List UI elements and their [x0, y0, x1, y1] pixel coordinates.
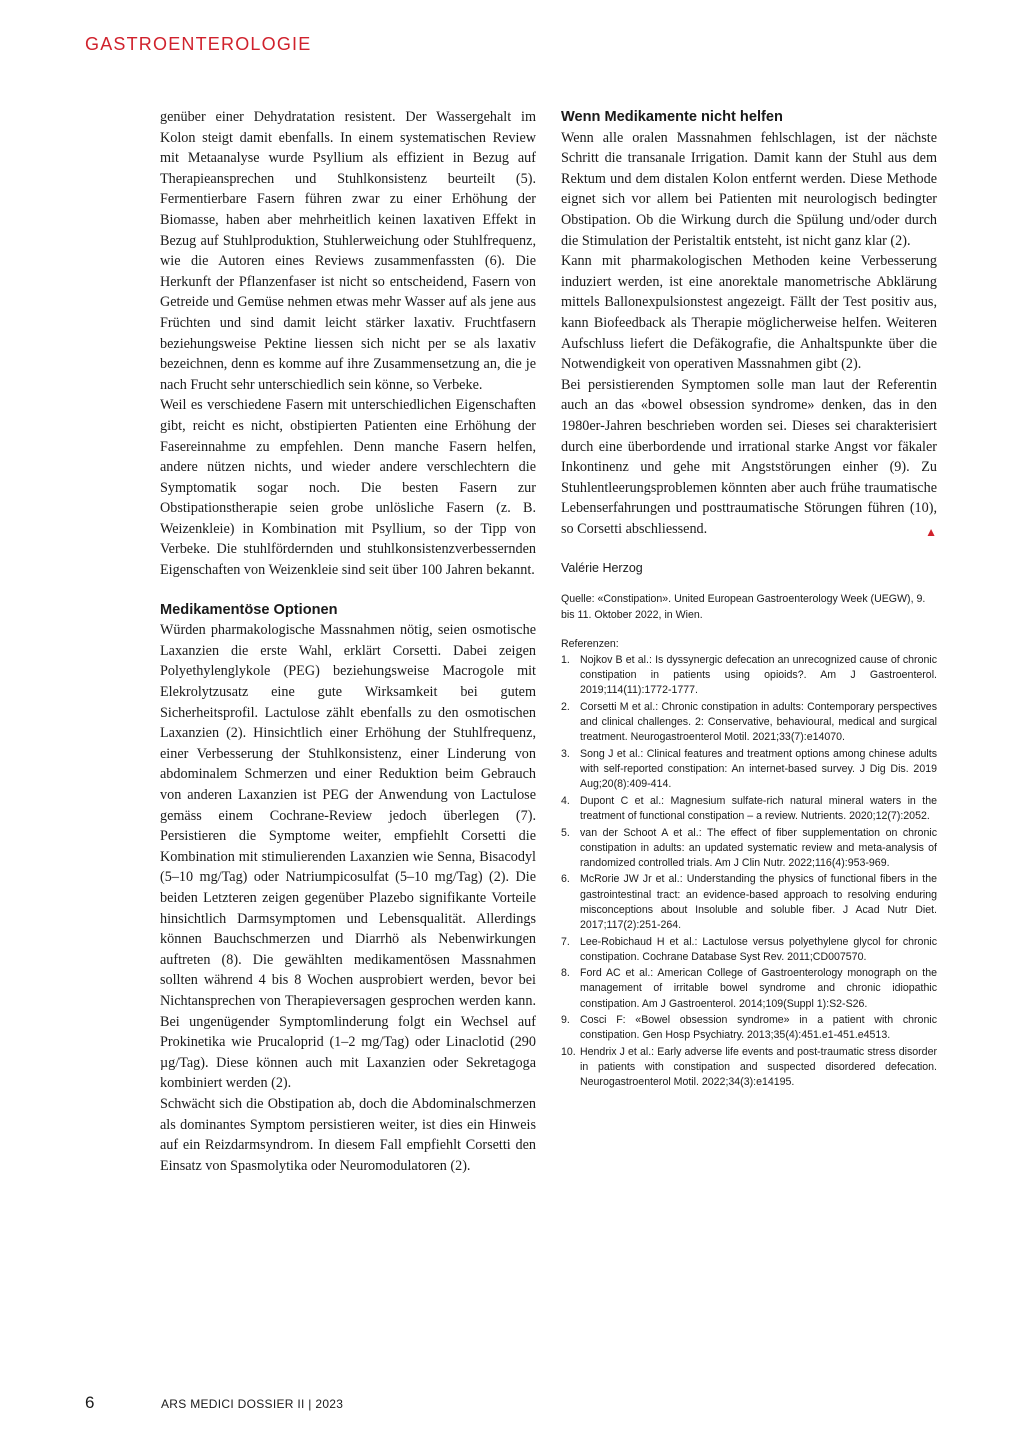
reference-number: 2.: [561, 700, 570, 713]
body-paragraph-final: [561, 375, 937, 540]
page-number: 6: [85, 1393, 95, 1412]
reference-item: [561, 700, 937, 746]
reference-text: Corsetti M et al.: Chronic constipation in adults: Contemporary perspectives and clinical challenges. 2: Conservative, behavioural, medical and surgical treatment. Neurogastroenterol Motil. 2021;33(7):e14070.: [580, 700, 937, 744]
body-paragraph: Würden pharmakologische Massnahmen nötig, seien osmotische Laxanzien die erste Wahl, erklärt Corsetti. Dabei zeigen Polyethylenglykole (PEG) beziehungsweise Macrogole mit Elekrolytzusatz eine gute Wirksamkeit bei gutem Sicherheitsprofil. Lactulose zählt ebenfalls zu den osmotischen Laxanzien (2). Hinsichtlich einer Erhöhung der Stuhlfrequenz, einer Verbesserung der Stuhlkonsistenz, einer Linderung von abdominalem Schmerzen und einer Reduktion beim Gebrauch von anderen Laxanzien ist PEG der Anwendung von Lactulose gemäss einem Cochrane-Review jedoch überlegen (7). Persistieren die Symptome weiter, empfiehlt Corsetti die Kombination mit stimulierenden Laxanzien wie Senna, Bisacodyl (5–10 mg/Tag) oder Natriumpicosulfat (5–10 mg/Tag) (2). Die beiden Letzteren zeigen gegenüber Plazebo signifikante Vorteile hinsichtlich Darmsymptomen und Lebensqualität. Allerdings können Bauchschmerzen und Diarrhö als Nebenwirkungen auftreten (8). Die gewählten medikamentösen Massnahmen sollten während 4 bis 8 Wochen ausprobiert werden, bevor bei Nichtansprechen von Therapieversagen gesprochen werden kann. Bei ungenügender Symptomlinderung folgt ein Wechsel auf Prokinetika wie Prucaloprid (1–2 mg/Tag) oder Linaclotid (290 µg/Tag). Diese können auch mit Laxanzien oder Sekretagoga kombiniert werden (2).: [160, 622, 536, 1092]
reference-item: [561, 794, 937, 824]
body-paragraph: Weil es verschiedene Fasern mit unterschiedlichen Eigenschaften gibt, reicht es nicht, obstipierten Patienten eine Erhöhung der Fasereinnahme zu empfehlen. Denn manche Fasern helfen, andere nützen nichts, und wieder andere verschlechtern die Symptomatik sogar noch. Die besten Fasern zur Obstipationstherapie seien grobe unlösliche Fasern (z. B. Weizenkleie) in Kombination mit Psyllium, so der Tipp von Verbeke. Die stuhlfördernden und stuhlkonsistenzverbessernden Eigenschaften von Weizenkleie sind seit über 100 Jahren bekannt.: [160, 397, 536, 579]
subheading-medikamentoese-optionen: Medikamentöse Optionen: [160, 601, 338, 618]
reference-number: 8.: [561, 967, 570, 980]
publication-footer: ARS MEDICI DOSSIER II | 2023: [161, 1397, 344, 1411]
body-paragraph: genüber einer Dehydratation resistent. Der Wassergehalt im Kolon steigt damit ebenfalls. In einem systematischen Review mit Metaanalyse wurde Psyllium als effizient in Bezug auf Therapieansprechen und Stuhlkonsistenz beurteilt (5). Fermentierbare Fasern führen zwar zu einer Erhöhung der Biomasse, haben aber mehrheitlich keinen laxativen Effekt in Bezug auf Stuhlproduktion, Stuhlerweichung oder Stuhlfrequenz, wie die Autoren eines Reviews zusammenfassten (6). Die Herkunft der Pflanzenfaser ist nicht so entscheidend, Fasern von Getreide und Gemüse nehmen etwas mehr Wasser auf als jene aus Früchten und sind damit leicht stärker laxativ. Fruchtfasern beziehungsweise Pektine liessen sich nicht per se als laxativ bezeichnen, denn es komme auf ihre Zusammensetzung an, die je nach Frucht sehr unterschiedlich sein könne, so Verbeke.: [160, 109, 536, 393]
references-list: [561, 653, 937, 1090]
body-paragraph-text: Bei persistierenden Symptomen solle man laut der Referentin auch an das «bowel obsession syndrome» denken, das in den 1980er-Jahren beschrieben worden sei. Dieses sei charakterisiert durch eine überbordende und irrational starke Angst vor fäkaler Inkontinenz und gehe mit Angststörungen einher (9). Zu Stuhlentleerungsproblemen könnten aber auch frühe traumatische Lebenserfahrungen und posttraumatische Störungen führen (10), so Corsetti abschliessend.: [561, 376, 937, 537]
reference-text: Dupont C et al.: Magnesium sulfate-rich natural mineral waters in the treatment of functional constipation – a review. Nutrients. 2020;12(7):2052.: [580, 794, 937, 822]
subheading-wenn-medikamente-nicht-helfen: Wenn Medikamente nicht helfen: [561, 109, 783, 125]
left-column: [160, 107, 536, 1176]
reference-text: Nojkov B et al.: Is dyssynergic defecation an unrecognized cause of chronic constipation in patients using opioids?. Am J Gastroenterol. 2019;114(11):1772-1777.: [580, 654, 937, 697]
reference-number: 10.: [561, 1045, 576, 1058]
body-paragraph: Wenn alle oralen Massnahmen fehlschlagen, ist der nächste Schritt die transanale Irrigation. Damit kann der Stuhl aus dem Rektum und dem distalen Kolon entfernt werden. Diese Methode eignet sich vor allem bei Patienten mit neurologisch bedingter Obstipation. Ob die Wirkung durch die Spülung und/oder durch die Stimulation der Peristaltik entsteht, ist nicht ganz klar (2).: [561, 129, 937, 249]
reference-item: [561, 826, 937, 872]
references-title: Referenzen:: [561, 637, 619, 650]
reference-item: [561, 935, 937, 965]
reference-number: 4.: [561, 794, 570, 807]
reference-number: 3.: [561, 747, 570, 760]
body-paragraph: Kann mit pharmakologischen Methoden keine Verbesserung induziert werden, ist eine anorektale manometrische Abklärung mittels Ballonexpulsionstest angezeigt. Fällt der Test positiv aus, kann Biofeedback als Therapie möglicherweise helfen. Weiteren Aufschluss liefert die Defäkografie, die Anhaltspunkte über die Notwendigkeit von operativen Massnahmen gibt (2).: [561, 253, 937, 373]
reference-text: Cosci F: «Bowel obsession syndrome» in a patient with chronic constipation. Gen Hosp Psychiatry. 2013;35(4):451.e1-451.e4513.: [580, 1014, 937, 1042]
reference-text: van der Schoot A et al.: The effect of fiber supplementation on chronic constipation in adults: an updated systematic review and meta-analysis of randomized controlled trials. Am J Clin Nutr. 2022;116(4):953-969.: [580, 826, 937, 869]
reference-number: 5.: [561, 826, 570, 839]
source-note: Quelle: «Constipation». United European Gastroenterology Week (UEGW), 9. bis 11. Oktober 2022, in Wien.: [561, 593, 926, 621]
reference-number: 9.: [561, 1014, 570, 1027]
reference-item: [561, 747, 937, 793]
reference-text: Lee-Robichaud H et al.: Lactulose versus polyethylene glycol for chronic constipation. Cochrane Database Syst Rev. 2011;CD007570.: [580, 935, 937, 963]
author-name: Valérie Herzog: [561, 561, 643, 576]
reference-item: [561, 1013, 937, 1043]
reference-number: 6.: [561, 873, 570, 886]
reference-number: 1.: [561, 654, 570, 667]
right-column: [561, 107, 937, 1092]
reference-item: [561, 966, 937, 1012]
reference-number: 7.: [561, 935, 570, 948]
reference-item: [561, 872, 937, 933]
reference-item: [561, 1045, 937, 1091]
reference-text: Hendrix J et al.: Early adverse life events and post-traumatic stress disorder in patients with constipation and suspected disordered defecation. Neurogastroenterol Motil. 2022;34(3):e14195.: [580, 1045, 937, 1089]
body-paragraph: Schwächt sich die Obstipation ab, doch die Abdominalschmerzen als dominantes Symptom persistieren weiter, ist dies ein Hinweis auf ein Reizdarmsyndrom. In diesem Fall empfiehlt Corsetti den Einsatz von Spasmolytika oder Neuromodulatoren (2).: [160, 1095, 536, 1174]
section-header: GASTROENTEROLOGIE: [85, 34, 312, 54]
reference-text: Song J et al.: Clinical features and treatment options among chinese adults with self-reported constipation: An internet-based survey. J Dig Dis. 2019 Aug;20(8):409-414.: [580, 747, 937, 791]
reference-text: Ford AC et al.: American College of Gastroenterology monograph on the management of irritable bowel syndrome and chronic idiopathic constipation. Am J Gastroenterol. 2014;109(Suppl 1):S2-S26.: [580, 967, 937, 1010]
reference-item: [561, 653, 937, 699]
end-triangle-icon: ▲: [925, 524, 937, 539]
reference-text: McRorie JW Jr et al.: Understanding the physics of functional fibers in the gastrointestinal tract: an evidence-based approach to resolving enduring misconceptions about Insoluble and soluble fiber. J Acad Nutr Diet. 2017;117(2):251-264.: [580, 873, 937, 932]
